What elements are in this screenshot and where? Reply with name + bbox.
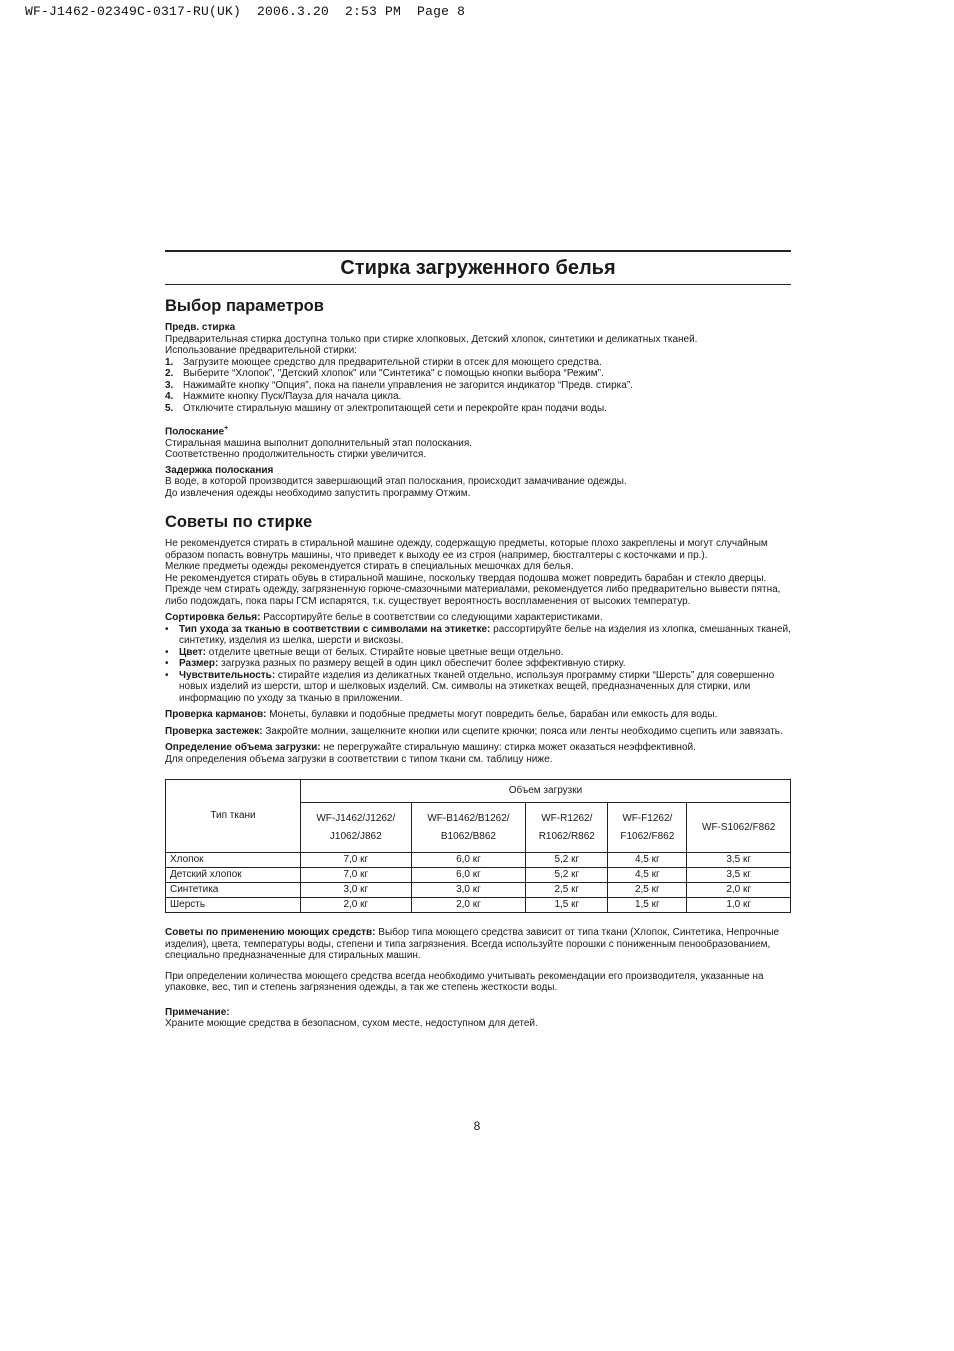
rinse-hold-title: Задержка полоскания <box>165 464 274 476</box>
page-number: 8 <box>473 1119 481 1133</box>
sorting-bullet: • Цвет: отделите цветные вещи от белых. Стирайте новые цветные вещи отдельно. <box>165 646 564 658</box>
step-item <box>165 403 791 415</box>
value-cell: 2,0 кг <box>687 883 791 898</box>
value-cell: 1,0 кг <box>687 898 791 913</box>
value-cell: 7,0 кг <box>301 853 412 868</box>
rinse-superscript: + <box>224 425 229 432</box>
value-cell: 2,5 кг <box>526 883 608 898</box>
value-cell: 2,0 кг <box>411 898 526 913</box>
bullet-dot: • <box>165 669 169 681</box>
value-cell: 2,5 кг <box>608 883 687 898</box>
note-title: Примечание: <box>165 1006 230 1018</box>
value-cell: 6,0 кг <box>411 853 526 868</box>
load-capacity-table <box>165 779 791 913</box>
table-row <box>166 868 791 883</box>
value-cell: 4,5 кг <box>608 868 687 883</box>
rinse-title: Полоскание+ <box>165 425 229 438</box>
sorting-label: Сортировка белья: <box>165 612 261 624</box>
tips-paragraph: Не рекомендуется стирать обувь в стиральной машине, поскольку твердая подошва может повредить барабан и стекло дверцы. <box>165 572 767 584</box>
section-heading-options: Выбор параметров <box>165 297 324 315</box>
rinse-hold-line: До извлечения одежды необходимо запустить программу Отжим. <box>165 487 471 499</box>
value-cell: 2,0 кг <box>301 898 412 913</box>
bullet-dot: • <box>165 658 169 670</box>
step-item <box>165 357 791 369</box>
print-header: WF-J1462-02349C-0317-RU(UK) 2006.3.20 2:53 PM Page 8 <box>25 4 466 19</box>
step-number: 1. <box>165 356 174 368</box>
model-header: WF-F1262/ F1062/F862 <box>608 803 687 853</box>
step-item <box>165 391 791 403</box>
prewash-steps <box>165 357 791 415</box>
title-rule-bottom <box>165 284 791 285</box>
model-header: WF-S1062/F862 <box>687 803 791 853</box>
table-row <box>166 898 791 913</box>
load-paragraph-line2: Для определения объема загрузки в соответствии с типом ткани см. таблицу ниже. <box>165 753 553 765</box>
fabric-cell: Шерсть <box>166 898 301 913</box>
prewash-intro: Предварительная стирка доступна только при стирке хлопковых, Детский хлопок, синтетики и деликатных тканей. <box>165 333 698 345</box>
fabric-cell: Синтетика <box>166 883 301 898</box>
page-title: Стирка загруженного белья <box>340 257 616 279</box>
tips-paragraph: Мелкие предметы одежды рекомендуется стирать в специальных мешочках для белья. <box>165 561 574 573</box>
detergent-paragraph: Советы по применению моющих средств: Выбор типа моющего средства зависит от типа ткани (Хлопок, Синтетика, Непрочные изделия), цвета, температуры воды, степени и типа загрязнения. Всегда используйте порошки с пониженным пенообразованием, специально предназначенные для стиральных машин. <box>165 927 780 962</box>
value-cell: 5,2 кг <box>526 853 608 868</box>
table-row <box>166 853 791 868</box>
step-text: Загрузите моющее средство для предварительной стирки в отсек для моющего средства. <box>183 356 602 368</box>
value-cell: 3,5 кг <box>687 853 791 868</box>
step-number: 4. <box>165 391 174 402</box>
tips-paragraph: Не рекомендуется стирать в стиральной машине одежду, содержащую предметы, которые плохо закреплены и могут случайным образом попасть вовнутрь машины, что приведет к выходу ее из строя (например, бюстгалтеры с косточками и пр.). <box>165 538 768 561</box>
title-rule-top <box>165 250 791 252</box>
fabric-cell: Хлопок <box>166 853 301 868</box>
table-row <box>166 883 791 898</box>
rinse-line: Стиральная машина выполнит дополнительный этап полоскания. <box>165 437 473 449</box>
sorting-bullets <box>165 624 791 705</box>
step-number: 5. <box>165 402 174 414</box>
note-text: Храните моющие средства в безопасном, сухом месте, недоступном для детей. <box>165 1018 538 1030</box>
rinse-line: Соответственно продолжительность стирки увеличится. <box>165 449 427 461</box>
bullet-dot: • <box>165 623 169 635</box>
value-cell: 4,5 кг <box>608 853 687 868</box>
prewash-usage: Использование предварительной стирки: <box>165 345 357 356</box>
load-paragraph: Определение объема загрузки: не перегружайте стиральную машину: стирка может оказаться неэффективной. <box>165 742 696 754</box>
value-cell: 1,5 кг <box>608 898 687 913</box>
step-text: Отключите стиральную машину от электропитающей сети и перекройте кран подачи воды. <box>183 402 607 414</box>
sorting-bullet: • Тип ухода за тканью в соответствии с символами на этикетке: рассортируйте белье на изделия из хлопка, смешанных тканей, синтетику, изделия из шелка, шерсти и вискозы. <box>165 623 791 647</box>
fasteners-paragraph: Проверка застежек: Закройте молнии, защелкните кнопки или сцепите крючки; пояса или ленты необходимо сцепить или завязать. <box>165 725 783 737</box>
model-header: WF-J1462/J1262/ J1062/J862 <box>301 803 412 853</box>
value-cell: 3,5 кг <box>687 868 791 883</box>
sorting-intro: Сортировка белья: Рассортируйте белье в соответствии со следующими характеристиками. <box>165 612 603 624</box>
value-cell: 5,2 кг <box>526 868 608 883</box>
step-text: Нажимайте кнопку “Опция”, пока на панели управления не загорится индикатор “Предв. стирка”. <box>183 379 633 391</box>
pockets-paragraph: Проверка карманов: Монеты, булавки и подобные предметы могут повредить белье, барабан или емкость для воды. <box>165 709 718 721</box>
rinse-hold-line: В воде, в которой производится завершающий этап полоскания, происходит замачивание одежды. <box>165 476 627 488</box>
value-cell: 3,0 кг <box>301 883 412 898</box>
prewash-title: Предв. стирка <box>165 322 236 333</box>
detergent-amount-paragraph: При определении количества моющего средства всегда необходимо учитывать рекомендации его производителя, указанные на упаковке, вес, тип и степень загрязнения одежды, а так же степень жесткости воды. <box>165 970 764 994</box>
tips-paragraph: Прежде чем стирать одежду, загрязненную горюче-смазочными материалами, рекомендуется либо предварительно вывести пятна, либо подождать, пока пары ГСМ испарятся, т.к. существует вероятность воспламенения от высоких температур. <box>165 584 781 607</box>
step-number: 2. <box>165 368 174 379</box>
step-number: 3. <box>165 379 174 391</box>
fabric-cell: Детский хлопок <box>166 868 301 883</box>
value-cell: 3,0 кг <box>411 883 526 898</box>
value-cell: 6,0 кг <box>411 868 526 883</box>
section-heading-tips: Советы по стирке <box>165 513 313 532</box>
bullet-dot: • <box>165 646 169 658</box>
step-text: Нажмите кнопку Пуск/Пауза для начала цикла. <box>183 391 402 402</box>
value-cell: 1,5 кг <box>526 898 608 913</box>
model-header: WF-R1262/ R1062/R862 <box>526 803 608 853</box>
model-header: WF-B1462/B1262/ B1062/B862 <box>411 803 526 853</box>
value-cell: 7,0 кг <box>301 868 412 883</box>
fabric-type-header: Тип ткани <box>166 780 301 853</box>
step-item <box>165 368 791 380</box>
page-content <box>165 250 791 1030</box>
sorting-bullet: • Размер: загрузка разных по размеру вещей в один цикл обеспечит более эффективную стирку. <box>165 658 626 670</box>
step-text: Выберите “Хлопок”, "Детский хлопок" или "Синтетика" с помощью кнопки выбора “Режим”. <box>183 368 604 379</box>
sorting-bullet: • Чувствительность: стирайте изделия из деликатных тканей отдельно, используя программу стирки “Шерсть” для совершенно новых изделий из шерсти, штор и шелковых изделий. См. символы на этикетках вещей, предназначенных для стирки, или информацию по уходу за тканью в приложении. <box>165 669 775 704</box>
step-item <box>165 380 791 392</box>
capacity-header: Объем загрузки <box>301 780 791 803</box>
